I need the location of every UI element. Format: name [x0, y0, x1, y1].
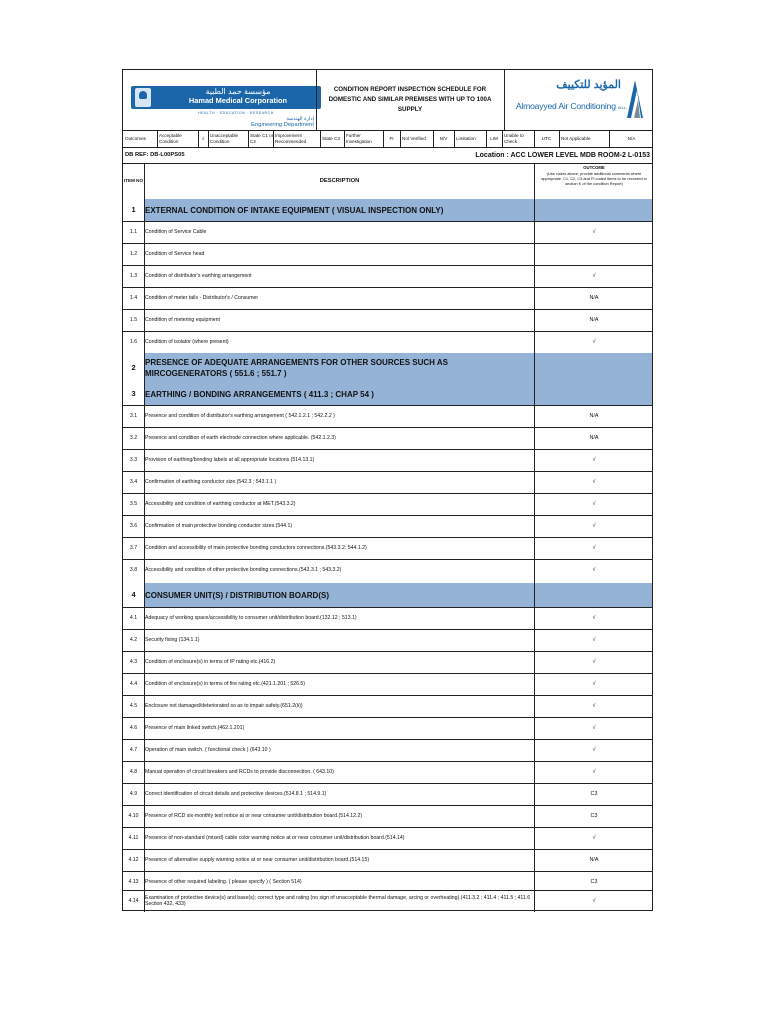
- table-row: [123, 471, 652, 493]
- item-number: 4.13: [128, 879, 139, 885]
- legend-utc-code: UTC: [541, 135, 552, 141]
- item-description: Presence of other required labeling. ( please specify ) ( Section 514): [145, 878, 302, 885]
- section-number: 1: [123, 199, 144, 221]
- item-number: 4.14: [128, 898, 139, 904]
- table-row: [123, 493, 652, 515]
- table-row: [123, 243, 652, 265]
- item-description: Security fixing (134.1.1): [145, 636, 200, 643]
- item-description: Correct identification of circuit details and protective devices.(514.8.1 ; 514.9.1): [145, 790, 327, 797]
- table-row: [123, 405, 652, 427]
- item-number: 4.11: [128, 835, 139, 841]
- section-header: [123, 199, 652, 221]
- item-number: 1.2: [129, 251, 138, 257]
- item-number: 3.2: [129, 435, 138, 441]
- table-row: [123, 629, 652, 651]
- item-description: Presence of non-standard (mixed) cable color warning notice at or near consumer unit/distribution board.(514.14): [145, 834, 405, 841]
- item-description: Operation of main switch. ( functional check ) (643.10 ): [145, 746, 271, 753]
- location-label: Location : ACC LOWER LEVEL MDB ROOM-2 L-0153: [475, 151, 650, 159]
- item-number: 4.8: [129, 769, 138, 775]
- item-description: Presence and condition of earth electrode connection where applicable. (542.1.2.3): [145, 434, 336, 441]
- db-reference: DB REF: DB-L00PS05: [125, 152, 185, 158]
- legend-state-c1-c2: State C1 or C2: [250, 133, 274, 144]
- table-row: [123, 265, 652, 287]
- item-no-header: ITEM NO: [123, 178, 144, 184]
- item-number: 4.7: [129, 747, 138, 753]
- item-outcome[interactable]: N/A: [589, 857, 599, 863]
- hamad-medical-logo: [129, 82, 314, 128]
- table-row: [123, 717, 652, 739]
- hmc-emblem-icon: [135, 88, 151, 107]
- item-outcome[interactable]: √: [592, 681, 596, 687]
- item-description: Condition of enclosure(s) in terms of fire rating etc.(421.1.201 ; 526.5): [145, 680, 306, 687]
- item-outcome[interactable]: [534, 243, 654, 265]
- item-description: Confirmation of earthing conductor size.(542.3 ; 543.1.1 ): [145, 478, 277, 485]
- table-row: [123, 651, 652, 673]
- item-description: Confirmation of main protective bonding conductor sizes.(544.1): [145, 522, 293, 529]
- item-outcome[interactable]: √: [592, 229, 596, 235]
- description-header: DESCRIPTION: [319, 178, 360, 184]
- item-outcome[interactable]: √: [592, 637, 596, 643]
- item-number: 4.5: [129, 703, 138, 709]
- almoayyed-suffix: W.L.L.: [618, 106, 627, 110]
- item-description: Manual operation of circuit breakers and RCDs to provide disconnection. ( 643.10): [145, 768, 334, 775]
- item-outcome[interactable]: C3: [590, 813, 598, 819]
- section-title: EARTHING / BONDING ARRANGEMENTS ( 411.3 ; CHAP 54 ): [145, 390, 374, 399]
- item-outcome[interactable]: √: [592, 725, 596, 731]
- item-outcome[interactable]: C3: [590, 791, 598, 797]
- item-number: 3.1: [129, 413, 138, 419]
- engineering-dept-english: Engineering Department: [251, 122, 314, 128]
- item-description: Condition of Service head: [145, 250, 205, 257]
- item-outcome[interactable]: √: [592, 835, 596, 841]
- item-description: Condition of Service Cable: [145, 228, 207, 235]
- legend-further-investigation: Further Investigation: [346, 133, 372, 144]
- section-title: PRESENCE OF ADEQUATE ARRANGEMENTS FOR OTHER SOURCES SUCH AS MIRCOGENERATORS ( 551.6 ; 551.7 ): [145, 358, 448, 378]
- table-row: [123, 331, 652, 353]
- item-description: Presence of alternative supply warning notice at or near consumer unit/distribution board.(514.15): [145, 856, 370, 863]
- item-outcome[interactable]: √: [592, 898, 596, 904]
- item-number: 4.9: [129, 791, 138, 797]
- item-description: Condition of distributor's earthing arrangement: [145, 272, 252, 279]
- inspection-schedule-sheet: [122, 69, 653, 911]
- item-number: 3.5: [129, 501, 138, 507]
- hmc-english-name: Hamad Medical Corporation: [188, 96, 288, 105]
- table-row: [123, 309, 652, 331]
- item-number: 3.3: [129, 457, 138, 463]
- item-description: Accessibility and condition of earthing conductor at MET.(543.3.2): [145, 500, 296, 507]
- table-row: [123, 537, 652, 559]
- item-outcome[interactable]: √: [592, 479, 596, 485]
- engineering-dept-arabic: إدارة الهندسة: [286, 116, 314, 122]
- table-row: [123, 695, 652, 717]
- item-outcome[interactable]: N/A: [589, 413, 599, 419]
- almoayyed-arabic-name: المؤيد للتكييف: [556, 79, 621, 91]
- item-number: 4.4: [129, 681, 138, 687]
- item-number: 3.6: [129, 523, 138, 529]
- legend-state-c3: State C3: [322, 135, 340, 141]
- item-number: 3.8: [129, 567, 138, 573]
- item-number: 3.7: [129, 545, 138, 551]
- hmc-tagline: HEALTH · EDUCATION · RESEARCH: [198, 111, 274, 115]
- outcome-note: (Use codes above, provide additional comments where appropriate. C1, C2, C3 and FI coded items to be recorded in section K of the condition Report): [541, 171, 647, 186]
- item-number: 4.3: [129, 659, 138, 665]
- legend-lim-code: LIM: [490, 135, 498, 141]
- item-number: 4.1: [129, 615, 138, 621]
- table-row: [123, 449, 652, 471]
- table-row: [123, 515, 652, 537]
- item-outcome[interactable]: √: [592, 457, 596, 463]
- section-number: 2: [123, 353, 144, 383]
- item-description: Condition and accessibility of main protective bonding conductors connections.(543.3.2; 544.1.2): [145, 544, 367, 551]
- item-outcome[interactable]: √: [592, 769, 596, 775]
- table-row: [123, 427, 652, 449]
- item-number: 1.6: [129, 339, 138, 345]
- table-row: [123, 739, 652, 761]
- legend-outcomes-label: Outcomes: [125, 135, 146, 141]
- item-description: Condition of meter tails - Distributor's / Consumer: [145, 294, 259, 301]
- legend-unacceptable: Unacceptable Condition: [210, 133, 239, 144]
- table-row: [123, 287, 652, 309]
- item-number: 1.4: [129, 295, 138, 301]
- item-outcome[interactable]: √: [592, 615, 596, 621]
- legend-not-verified: Not Verified: [402, 135, 426, 141]
- table-row: [123, 761, 652, 783]
- item-outcome[interactable]: √: [592, 501, 596, 507]
- legend-unable-to-check: Unable to Check: [504, 133, 524, 144]
- legend-acceptable-code: √: [201, 135, 205, 141]
- section-title: CONSUMER UNIT(S) / DISTRIBUTION BOARD(S): [145, 591, 329, 600]
- item-outcome[interactable]: C3: [590, 879, 598, 885]
- table-row: [123, 849, 652, 871]
- section-title: EXTERNAL CONDITION OF INTAKE EQUIPMENT ( VISUAL INSPECTION ONLY): [145, 206, 444, 215]
- item-number: 1.5: [129, 317, 138, 323]
- item-description: Condition of metering equipment: [145, 316, 220, 323]
- section-number: 4: [123, 583, 144, 607]
- item-number: 1.3: [129, 273, 138, 279]
- item-description: Accessibility and condition of other protective bonding connections.(543.3.1 ; 543.3.2): [145, 566, 342, 573]
- item-description: Provision of earthing/bonding labels at all appropriate locations.(514.13.1): [145, 456, 315, 463]
- item-outcome[interactable]: √: [592, 659, 596, 665]
- item-description: Presence and condition of distributor's earthing arrangement ( 542.1.2.1 ; 542.2.2 ): [145, 412, 335, 419]
- item-description: Condition of isolator (where present): [145, 338, 229, 345]
- almoayyed-english-name: Almoayyed Air Conditioning W.L.L.: [515, 101, 627, 111]
- item-outcome[interactable]: N/A: [589, 295, 599, 301]
- table-row: [123, 805, 652, 827]
- item-outcome[interactable]: √: [592, 747, 596, 753]
- almoayyed-logo: [505, 70, 654, 130]
- item-outcome[interactable]: √: [592, 545, 596, 551]
- item-description: Presence of main linked switch.(462.1.201): [145, 724, 245, 731]
- table-row: [123, 827, 652, 849]
- table-row: [123, 221, 652, 243]
- item-number: 1.1: [129, 229, 138, 235]
- item-description: Adequacy of working space/accessibility to consumer unit/distribution board.(132.12 ; 513.1): [145, 614, 357, 621]
- outcome-header: OUTCOME: [583, 165, 605, 170]
- legend-not-applicable: Not Applicable: [561, 135, 591, 141]
- item-outcome[interactable]: √: [592, 523, 596, 529]
- document-title: CONDITION REPORT INSPECTION SCHEDULE FOR DOMESTIC AND SIMILAR PREMISES WITH UP TO 100A SUPPLY: [328, 86, 492, 113]
- section-header: [123, 353, 652, 383]
- item-outcome[interactable]: N/A: [589, 317, 599, 323]
- item-outcome[interactable]: √: [592, 567, 596, 573]
- legend-acceptable: Acceptable Condition: [159, 133, 182, 144]
- table-row: [123, 559, 652, 581]
- item-number: 3.4: [129, 479, 138, 485]
- item-number: 4.6: [129, 725, 138, 731]
- item-outcome[interactable]: √: [592, 703, 596, 709]
- item-outcome[interactable]: √: [592, 339, 596, 345]
- legend-na-code: N/A: [627, 135, 636, 141]
- hmc-arabic-name: مؤسسة حمد الطبية: [205, 87, 271, 96]
- item-number: 4.12: [128, 857, 139, 863]
- table-row: [123, 890, 652, 912]
- item-description: Enclosure not damaged/deteriorated so as to impair safety.(651.2(ii)): [145, 702, 303, 709]
- table-row: [123, 783, 652, 805]
- legend-improvement: Improvement Recommended: [275, 133, 307, 144]
- item-outcome[interactable]: √: [592, 273, 596, 279]
- section-header: [123, 583, 652, 607]
- item-description: Examination of protective device(s) and base(s); correct type and rating (no sign of unacceptable thermal damage, arcing or overheating).(411.3.2 ; 411.4 ; 411.5 ; 411.6 Section 432, 433): [145, 894, 531, 907]
- legend-nv-code: N/V: [439, 135, 448, 141]
- almoayyed-sail-icon: [625, 78, 645, 120]
- table-row: [123, 673, 652, 695]
- item-outcome[interactable]: N/A: [589, 435, 599, 441]
- legend-fi-code: FI: [389, 135, 394, 141]
- legend-limitation: Limitation: [456, 135, 476, 141]
- item-description: Condition of enclosure(s) in terms of IP rating etc.(416.2): [145, 658, 276, 665]
- item-number: 4.2: [129, 637, 138, 643]
- section-number: 3: [123, 383, 144, 405]
- item-number: 4.10: [128, 813, 139, 819]
- section-header: [123, 383, 652, 405]
- table-row: [123, 607, 652, 629]
- item-description: Presence of RCD six-monthly test notice at or near consumer unit/distribution board.(514.12.2): [145, 812, 363, 819]
